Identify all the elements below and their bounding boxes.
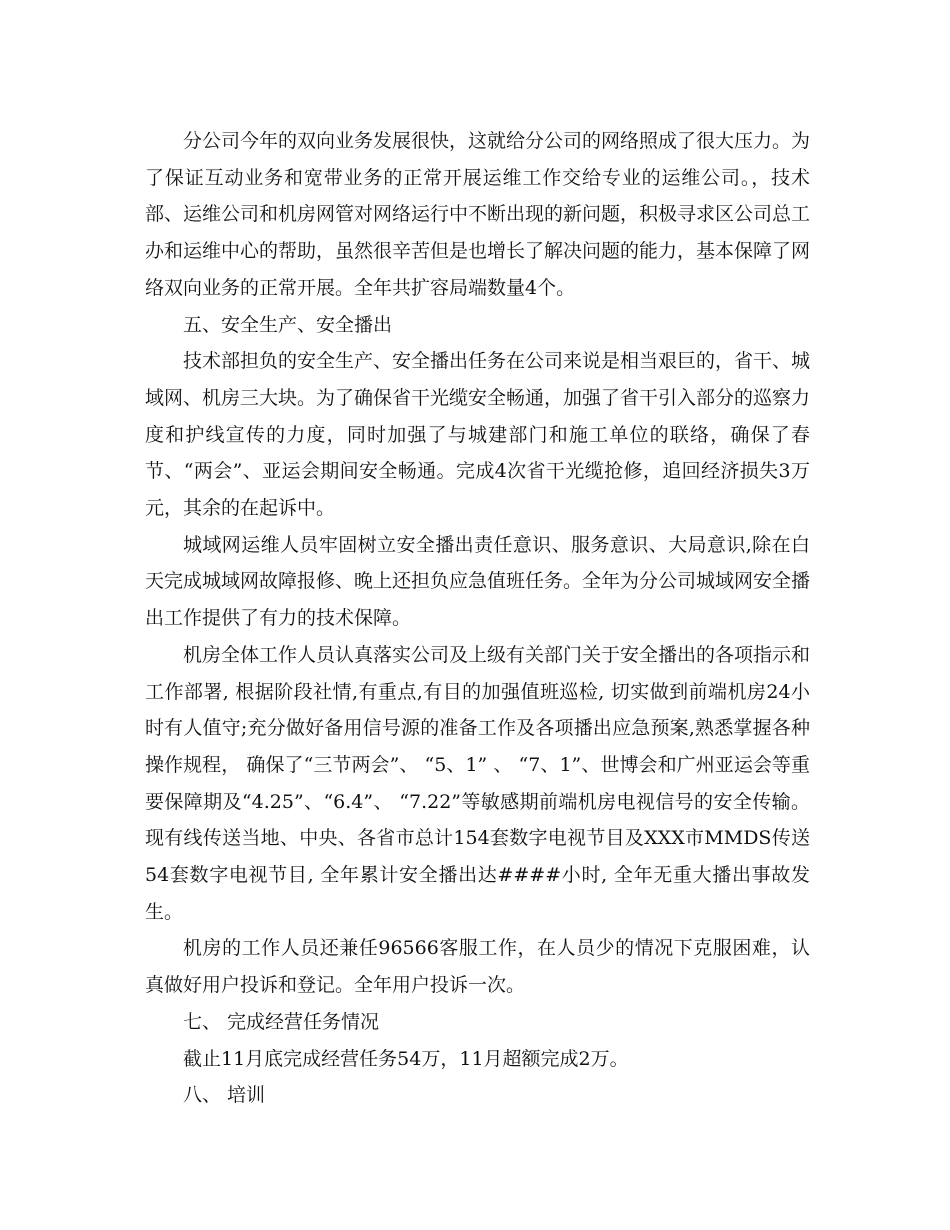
section-heading-training: 八、 培训: [183, 1084, 266, 1107]
document-page: [145, 123, 810, 1114]
section-heading-safety: 五、安全生产、安全播出: [183, 313, 393, 336]
paragraph-tech-dept-safety: 技术部担负的安全生产、安全播出任务在公司来说是相当艰巨的，省干、城域网、机房三大块。为了确保省干光缆安全畅通，加强了省干引入部分的巡察力度和护线宣传的力度，同时加强了与城建部门和施工单位的联络，确保了春节、“两会”、亚运会期间安全畅通。完成4次省干光缆抢修，追回经济损失3万元，其余的在起诉中。: [145, 350, 811, 520]
paragraph-customer-service: 机房的工作人员还兼任96566客服工作，在人员少的情况下克服困难，认真做好用户投诉和登记。全年用户投诉一次。: [145, 937, 810, 997]
section-heading-business-tasks: 七、 完成经营任务情况: [183, 1010, 380, 1033]
paragraph-network-business: 分公司今年的双向业务发展很快，这就给分公司的网络照成了很大压力。为了保证互动业务和宽带业务的正常开展运维工作交给专业的运维公司。，技术部、运维公司和机房网管对网络运行中不断出现的新问题，积极寻求区公司总工办和运维中心的帮助，虽然很辛苦但是也增长了解决问题的能力，基本保障了网络双向业务的正常开展。全年共扩容局端数量4个。: [145, 130, 811, 299]
paragraph-metro-network: 城域网运维人员牢固树立安全播出责任意识、服务意识、大局意识,除在白天完成城域网故障报修、晚上还担负应急值班任务。全年为分公司城域网安全播出工作提供了有力的技术保障。: [145, 533, 811, 630]
paragraph-business-result: 截止11月底完成经营任务54万，11月超额完成2万。: [183, 1047, 629, 1070]
paragraph-machine-room: 机房全体工作人员认真落实公司及上级有关部门关于安全播出的各项指示和工作部署, 根据阶段社情,有重点,有目的加强值班巡检, 切实做到前端机房24小时有人值守;充分做好备用信号源的准备工作及各项播出应急预案,熟悉掌握各种操作规程， 确保了“三节两会”、 “5、1” 、 “7、1”、世博会和广州亚运会等重要保障期及“4.25”、“6.4”、 “7.22”等敏感期前端机房电视信号的安全传输。现有线传送当地、中央、各省市总计154套数字电视节目及XXX市MMDS传送54套数字电视节目, 全年累计安全播出达####小时, 全年无重大播出事故发生。: [145, 643, 811, 923]
